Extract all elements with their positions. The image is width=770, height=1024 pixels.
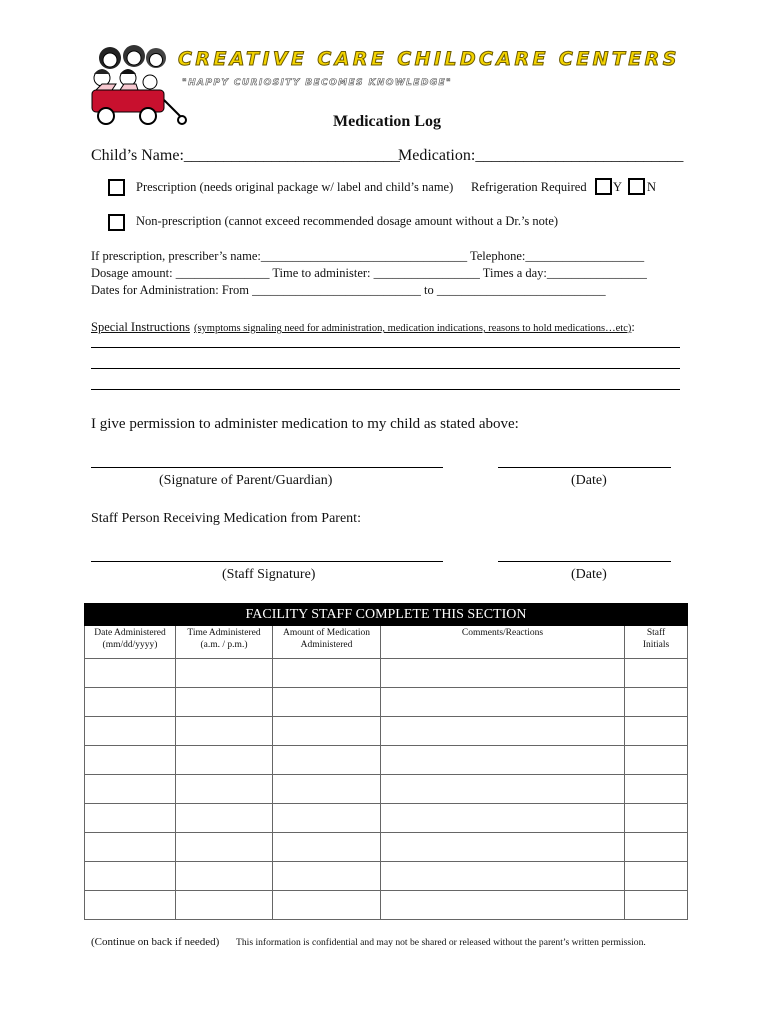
dosage-field[interactable]: Dosage amount: _______________ Time to administer: _________________ Times a day:________________	[91, 266, 647, 280]
comments-cell[interactable]	[381, 891, 625, 920]
staff-signature-line[interactable]	[91, 561, 443, 562]
initials-cell[interactable]	[625, 804, 688, 833]
confidential-note: This information is confidential and may not be shared or released without the parent’s written permission.	[236, 937, 646, 948]
parent-signature-line[interactable]	[91, 467, 443, 468]
special-instructions-colon: :	[631, 320, 635, 334]
column-header-initials: Staff Initials	[625, 626, 688, 659]
initials-cell[interactable]	[625, 775, 688, 804]
table-row	[85, 775, 688, 804]
medication-field[interactable]: Medication:__________________________	[398, 147, 684, 164]
column-header-comments: Comments/Reactions	[381, 626, 625, 659]
table-row	[85, 862, 688, 891]
refrigeration-no-checkbox[interactable]	[628, 178, 645, 195]
time-cell[interactable]	[176, 862, 273, 891]
time-cell[interactable]	[176, 659, 273, 688]
date-cell[interactable]	[85, 746, 176, 775]
time-cell[interactable]	[176, 775, 273, 804]
special-instructions-line[interactable]	[91, 347, 680, 348]
table-row	[85, 659, 688, 688]
prescription-checkbox[interactable]	[108, 179, 125, 196]
date-cell[interactable]	[85, 862, 176, 891]
comments-cell[interactable]	[381, 775, 625, 804]
amount-cell[interactable]	[273, 804, 381, 833]
date-cell[interactable]	[85, 659, 176, 688]
amount-cell[interactable]	[273, 862, 381, 891]
time-cell[interactable]	[176, 688, 273, 717]
continue-note: (Continue on back if needed)	[91, 936, 220, 948]
date-cell[interactable]	[85, 891, 176, 920]
form-title: Medication Log	[333, 113, 441, 130]
special-instructions-label: Special Instructions	[91, 320, 190, 334]
table-header-row	[85, 626, 688, 659]
medication-administration-table	[84, 603, 688, 920]
date-cell[interactable]	[85, 688, 176, 717]
child-name-field[interactable]: Child’s Name:___________________________	[91, 147, 400, 164]
refrigeration-yes-label: Y	[613, 180, 623, 194]
comments-cell[interactable]	[381, 688, 625, 717]
staff-signature-label: (Staff Signature)	[222, 567, 316, 582]
time-cell[interactable]	[176, 746, 273, 775]
date-cell[interactable]	[85, 717, 176, 746]
column-header-amount: Amount of Medication Administered	[273, 626, 381, 659]
amount-cell[interactable]	[273, 746, 381, 775]
table-row	[85, 891, 688, 920]
date-cell[interactable]	[85, 775, 176, 804]
brand-tagline: "HAPPY CURIOSITY BECOMES KNOWLEDGE"	[182, 78, 453, 88]
table-row	[85, 746, 688, 775]
comments-cell[interactable]	[381, 717, 625, 746]
staff-date-line[interactable]	[498, 561, 671, 562]
brand-name: CREATIVE CARE CHILDCARE CENTERS	[178, 48, 680, 70]
time-cell[interactable]	[176, 717, 273, 746]
special-instructions-line[interactable]	[91, 389, 680, 390]
children-wagon-logo-icon	[86, 44, 188, 130]
time-cell[interactable]	[176, 833, 273, 862]
initials-cell[interactable]	[625, 862, 688, 891]
prescriber-field[interactable]: If prescription, prescriber’s name:_________________________________ Telephone:___________________	[91, 249, 645, 263]
comments-cell[interactable]	[381, 862, 625, 891]
table-row	[85, 833, 688, 862]
prescription-label: Prescription (needs original package w/ label and child’s name)	[136, 180, 454, 194]
amount-cell[interactable]	[273, 688, 381, 717]
initials-cell[interactable]	[625, 717, 688, 746]
date-cell[interactable]	[85, 833, 176, 862]
table-row	[85, 688, 688, 717]
initials-cell[interactable]	[625, 746, 688, 775]
amount-cell[interactable]	[273, 775, 381, 804]
amount-cell[interactable]	[273, 833, 381, 862]
initials-cell[interactable]	[625, 891, 688, 920]
special-instructions-heading	[91, 318, 635, 336]
table-row	[85, 717, 688, 746]
parent-signature-label: (Signature of Parent/Guardian)	[159, 473, 333, 488]
date-cell[interactable]	[85, 804, 176, 833]
parent-date-line[interactable]	[498, 467, 671, 468]
refrigeration-label: Refrigeration Required	[471, 180, 587, 194]
amount-cell[interactable]	[273, 717, 381, 746]
time-cell[interactable]	[176, 891, 273, 920]
comments-cell[interactable]	[381, 659, 625, 688]
refrigeration-no-label: N	[647, 180, 657, 194]
nonprescription-checkbox[interactable]	[108, 214, 125, 231]
special-instructions-hint: (symptoms signaling need for administration, medication indications, reasons to hold medications…etc)	[193, 323, 632, 334]
permission-statement: I give permission to administer medication to my child as stated above:	[91, 416, 519, 432]
column-header-date: Date Administered (mm/dd/yyyy)	[85, 626, 176, 659]
table-row	[85, 804, 688, 833]
comments-cell[interactable]	[381, 833, 625, 862]
comments-cell[interactable]	[381, 804, 625, 833]
special-instructions-line[interactable]	[91, 368, 680, 369]
column-header-time: Time Administered (a.m. / p.m.)	[176, 626, 273, 659]
table-banner: FACILITY STAFF COMPLETE THIS SECTION	[85, 604, 688, 626]
parent-date-label: (Date)	[571, 473, 607, 488]
initials-cell[interactable]	[625, 659, 688, 688]
initials-cell[interactable]	[625, 833, 688, 862]
nonprescription-label: Non-prescription (cannot exceed recommended dosage amount without a Dr.’s note)	[136, 214, 559, 228]
administration-dates-field[interactable]: Dates for Administration: From ___________________________ to ___________________________	[91, 283, 606, 297]
time-cell[interactable]	[176, 804, 273, 833]
amount-cell[interactable]	[273, 659, 381, 688]
comments-cell[interactable]	[381, 746, 625, 775]
staff-receiving-label: Staff Person Receiving Medication from Parent:	[91, 511, 361, 526]
refrigeration-yes-checkbox[interactable]	[595, 178, 612, 195]
amount-cell[interactable]	[273, 891, 381, 920]
staff-date-label: (Date)	[571, 567, 607, 582]
initials-cell[interactable]	[625, 688, 688, 717]
